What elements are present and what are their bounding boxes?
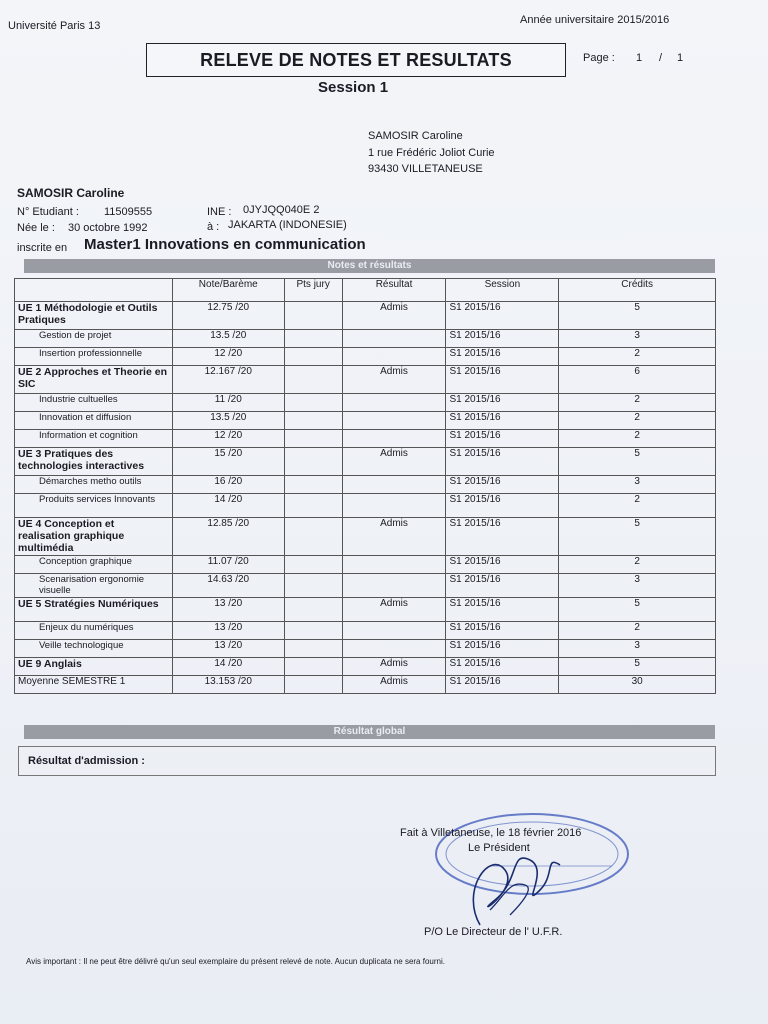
header-cell: Crédits: [559, 279, 716, 302]
grade-cell: 12.85 /20: [172, 518, 284, 556]
session-cell: S1 2015/16: [446, 302, 559, 330]
course-name-cell: Produits services Innovants: [15, 494, 173, 518]
credits-cell: 2: [559, 556, 716, 574]
ue-row: [15, 658, 716, 676]
course-name-cell: Conception graphique: [15, 556, 173, 574]
jury-points-cell: [284, 598, 342, 622]
ue-row: [15, 366, 716, 394]
result-cell: [342, 574, 446, 598]
result-cell: [342, 494, 446, 518]
result-cell: Admis: [342, 302, 446, 330]
birth-place-label: à :: [207, 221, 220, 233]
student-id-value: 11509555: [104, 206, 153, 218]
jury-points-cell: [284, 676, 342, 694]
ue-row: [15, 518, 716, 556]
important-notice: Avis important : Il ne peut être délivré qu'un seul exemplaire du présent relevé de note. Aucun duplicata ne sera fourni.: [26, 957, 445, 966]
ine-value: 0JYJQQ040E 2: [243, 204, 320, 216]
jury-points-cell: [284, 430, 342, 448]
page-separator: /: [659, 52, 663, 64]
grade-cell: 15 /20: [172, 448, 284, 476]
jury-points-cell: [284, 412, 342, 430]
session-cell: S1 2015/16: [446, 348, 559, 366]
session-cell: S1 2015/16: [446, 412, 559, 430]
credits-cell: 2: [559, 412, 716, 430]
jury-points-cell: [284, 494, 342, 518]
result-cell: [342, 622, 446, 640]
grade-cell: 16 /20: [172, 476, 284, 494]
course-row: [15, 476, 716, 494]
jury-points-cell: [284, 448, 342, 476]
jury-points-cell: [284, 476, 342, 494]
page-label: Page :: [583, 52, 615, 64]
jury-points-cell: [284, 658, 342, 676]
enrolled-label: inscrite en: [17, 242, 68, 254]
credits-cell: 3: [559, 476, 716, 494]
jury-points-cell: [284, 640, 342, 658]
ue-row: [15, 448, 716, 476]
header-cell: Note/Barème: [172, 279, 284, 302]
grade-cell: 12 /20: [172, 348, 284, 366]
course-name-cell: Scenarisation ergonomie visuelle: [15, 574, 173, 598]
table-header-row: [15, 279, 716, 302]
course-name-cell: Gestion de projet: [15, 330, 173, 348]
course-name-cell: UE 5 Stratégies Numériques: [15, 598, 173, 622]
header-cell: Session: [446, 279, 559, 302]
program-name: Master1 Innovations en communication: [84, 236, 366, 253]
course-name-cell: UE 4 Conception et realisation graphique multimédia: [15, 518, 173, 556]
grade-cell: 13.153 /20: [172, 676, 284, 694]
course-row: [15, 412, 716, 430]
course-row: [15, 494, 716, 518]
signatory-label: P/O Le Directeur de l' U.F.R.: [424, 926, 563, 938]
session-cell: S1 2015/16: [446, 556, 559, 574]
grade-cell: 14 /20: [172, 494, 284, 518]
grade-cell: 13 /20: [172, 598, 284, 622]
made-at-line: Fait à Villetaneuse, le 18 février 2016: [400, 827, 582, 839]
session-title: Session 1: [318, 79, 389, 96]
course-name-cell: UE 3 Pratiques des technologies interactives: [15, 448, 173, 476]
result-cell: [342, 430, 446, 448]
session-cell: S1 2015/16: [446, 394, 559, 412]
result-cell: [342, 556, 446, 574]
course-row: [15, 430, 716, 448]
grade-cell: 12 /20: [172, 430, 284, 448]
session-cell: S1 2015/16: [446, 640, 559, 658]
session-cell: S1 2015/16: [446, 494, 559, 518]
credits-cell: 3: [559, 640, 716, 658]
session-cell: S1 2015/16: [446, 518, 559, 556]
grade-cell: 13 /20: [172, 640, 284, 658]
course-name-cell: Innovation et diffusion: [15, 412, 173, 430]
course-name-cell: Insertion professionnelle: [15, 348, 173, 366]
grade-cell: 11 /20: [172, 394, 284, 412]
ue-row: [15, 302, 716, 330]
student-id-label: N° Etudiant :: [17, 206, 79, 218]
course-name-cell: UE 1 Méthodologie et Outils Pratiques: [15, 302, 173, 330]
grades-body: [15, 302, 716, 694]
session-cell: S1 2015/16: [446, 448, 559, 476]
jury-points-cell: [284, 394, 342, 412]
course-name-cell: Veille technologique: [15, 640, 173, 658]
credits-cell: 3: [559, 574, 716, 598]
result-cell: Admis: [342, 366, 446, 394]
credits-cell: 5: [559, 658, 716, 676]
course-row: [15, 330, 716, 348]
result-cell: Admis: [342, 518, 446, 556]
course-name-cell: Démarches metho outils: [15, 476, 173, 494]
result-cell: [342, 330, 446, 348]
course-name-cell: Moyenne SEMESTRE 1: [15, 676, 173, 694]
session-cell: S1 2015/16: [446, 622, 559, 640]
course-row: [15, 640, 716, 658]
credits-cell: 5: [559, 448, 716, 476]
course-name-cell: UE 2 Approches et Theorie en SIC: [15, 366, 173, 394]
jury-points-cell: [284, 622, 342, 640]
header-cell: Pts jury: [284, 279, 342, 302]
session-cell: S1 2015/16: [446, 476, 559, 494]
semester-total-row: [15, 676, 716, 694]
credits-cell: 2: [559, 394, 716, 412]
grades-table: [14, 278, 716, 694]
session-cell: S1 2015/16: [446, 658, 559, 676]
birth-label: Née le :: [17, 222, 55, 234]
academic-year: Année universitaire 2015/2016: [520, 14, 670, 26]
grade-cell: 14 /20: [172, 658, 284, 676]
credits-cell: 2: [559, 348, 716, 366]
grade-cell: 14.63 /20: [172, 574, 284, 598]
grade-cell: 13.5 /20: [172, 412, 284, 430]
jury-points-cell: [284, 348, 342, 366]
address-name: SAMOSIR Caroline: [368, 130, 463, 142]
course-row: [15, 622, 716, 640]
header-cell: [15, 279, 173, 302]
notes-band: Notes et résultats: [24, 259, 715, 273]
credits-cell: 2: [559, 622, 716, 640]
university-name: Université Paris 13: [8, 20, 101, 32]
global-band: Résultat global: [24, 725, 715, 739]
course-row: [15, 348, 716, 366]
admission-result-label: Résultat d'admission :: [28, 755, 145, 767]
grade-cell: 12.167 /20: [172, 366, 284, 394]
credits-cell: 2: [559, 494, 716, 518]
address-city: 93430 VILLETANEUSE: [368, 163, 483, 175]
session-cell: S1 2015/16: [446, 366, 559, 394]
course-name-cell: Information et cognition: [15, 430, 173, 448]
jury-points-cell: [284, 574, 342, 598]
session-cell: S1 2015/16: [446, 430, 559, 448]
credits-cell: 5: [559, 518, 716, 556]
result-cell: Admis: [342, 598, 446, 622]
credits-cell: 5: [559, 302, 716, 330]
result-cell: Admis: [342, 658, 446, 676]
result-cell: [342, 412, 446, 430]
course-row: [15, 556, 716, 574]
document-title: [146, 43, 566, 77]
result-cell: Admis: [342, 448, 446, 476]
address-street: 1 rue Frédéric Joliot Curie: [368, 147, 495, 159]
jury-points-cell: [284, 556, 342, 574]
result-cell: Admis: [342, 676, 446, 694]
credits-cell: 30: [559, 676, 716, 694]
result-cell: [342, 348, 446, 366]
course-name-cell: Enjeux du numériques: [15, 622, 173, 640]
result-cell: [342, 394, 446, 412]
session-cell: S1 2015/16: [446, 598, 559, 622]
jury-points-cell: [284, 330, 342, 348]
ue-row: [15, 598, 716, 622]
ine-label: INE :: [207, 206, 232, 218]
credits-cell: 6: [559, 366, 716, 394]
course-name-cell: Industrie cultuelles: [15, 394, 173, 412]
president-label: Le Président: [468, 842, 530, 854]
jury-points-cell: [284, 366, 342, 394]
credits-cell: 3: [559, 330, 716, 348]
credits-cell: 2: [559, 430, 716, 448]
session-cell: S1 2015/16: [446, 330, 559, 348]
jury-points-cell: [284, 302, 342, 330]
course-row: [15, 574, 716, 598]
grade-cell: 11.07 /20: [172, 556, 284, 574]
result-cell: [342, 476, 446, 494]
grade-cell: 13 /20: [172, 622, 284, 640]
course-row: [15, 394, 716, 412]
page-total: 1: [677, 52, 684, 64]
result-cell: [342, 640, 446, 658]
session-cell: S1 2015/16: [446, 574, 559, 598]
course-name-cell: UE 9 Anglais: [15, 658, 173, 676]
jury-points-cell: [284, 518, 342, 556]
page-current: 1: [636, 52, 643, 64]
grade-cell: 13.5 /20: [172, 330, 284, 348]
grade-cell: 12.75 /20: [172, 302, 284, 330]
document-title-text: RELEVE DE NOTES ET RESULTATS: [200, 49, 512, 70]
header-cell: Résultat: [342, 279, 446, 302]
student-name: SAMOSIR Caroline: [17, 186, 125, 200]
birth-date: 30 octobre 1992: [68, 222, 148, 234]
birth-place: JAKARTA (INDONESIE): [228, 219, 347, 231]
credits-cell: 5: [559, 598, 716, 622]
session-cell: S1 2015/16: [446, 676, 559, 694]
